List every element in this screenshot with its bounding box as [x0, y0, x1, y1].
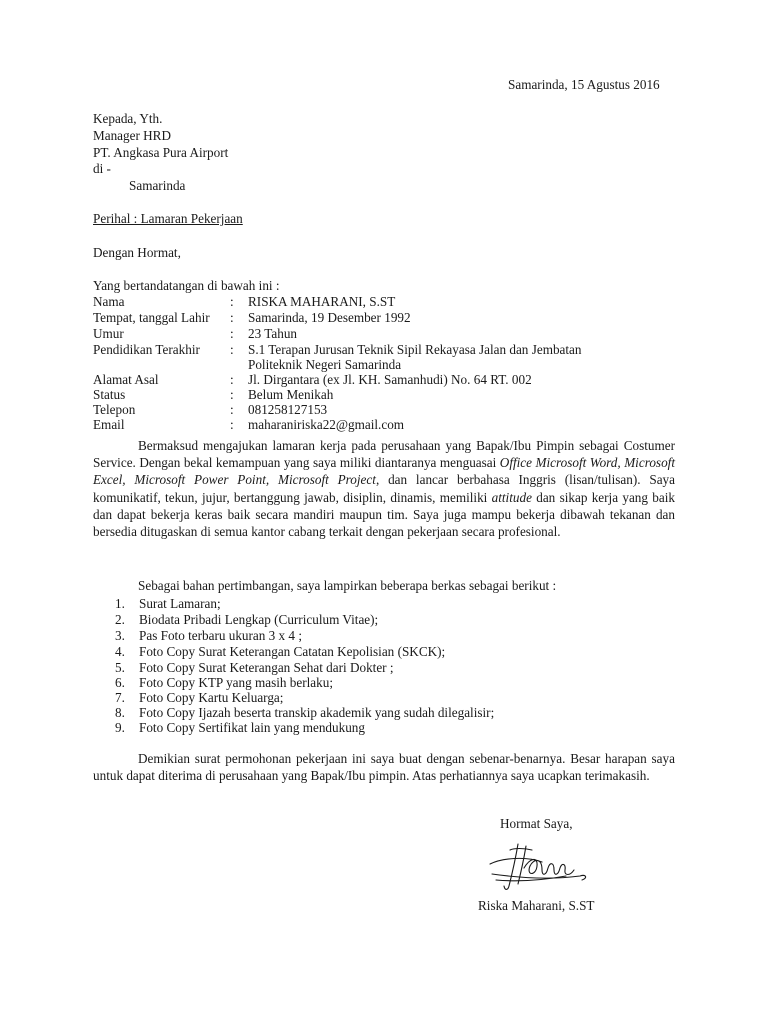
identity-colon: :: [230, 310, 234, 325]
identity-value: S.1 Terapan Jurusan Teknik Sipil Rekayasa Jalan dan Jembatan: [248, 342, 582, 357]
closing-paragraph: Demikian surat permohonan pekerjaan ini saya buat dengan sebenar-benarnya. Besar harapan saya untuk dapat diterima di perusahaan yang Bapak/Ibu pimpin. Atas perhatiannya saya ucapkan terimakasih.: [93, 751, 675, 784]
identity-value: 23 Tahun: [248, 326, 298, 341]
recipient-city: Samarinda: [129, 178, 186, 193]
identity-colon: :: [230, 342, 234, 357]
identity-value: 081258127153: [248, 402, 328, 417]
identity-colon: :: [230, 294, 234, 309]
identity-value: maharaniriska22@gmail.com: [248, 417, 405, 432]
software-list: Office Microsoft Word, Microsoft Excel, Microsoft Power Point, Microsoft Project: [93, 455, 675, 488]
attitude-term: attitude: [491, 489, 532, 505]
recipient-line: Kepada, Yth.: [93, 111, 163, 126]
identity-label: Nama: [93, 294, 125, 309]
place-date: Samarinda, 15 Agustus 2016: [508, 77, 660, 92]
signature-image: [480, 836, 592, 896]
identity-colon: :: [230, 372, 234, 387]
identity-colon: :: [230, 326, 234, 341]
identity-value: Politeknik Negeri Samarinda: [248, 357, 402, 372]
identity-colon: :: [230, 417, 234, 432]
identity-colon: :: [230, 387, 234, 402]
signer-name: Riska Maharani, S.ST: [478, 898, 595, 913]
identity-value: Belum Menikah: [248, 387, 334, 402]
identity-label: Pendidikan Terakhir: [93, 342, 200, 357]
body-paragraph: Bermaksud mengajukan lamaran kerja pada perusahaan yang Bapak/Ibu Pimpin sebagai Costumer Service. Dengan bekal kemampuan yang saya miliki diantaranya menguasai Office Microsoft Word, Microsoft Excel, Microsoft Power Point, Microsoft Project, dan lancar berbahasa Inggris (lisan/tulisan). Saya komunikatif, tekun, jujur, bertanggung jawab, disiplin, dinamis, memiliki attitude dan sikap kerja yang baik dan dapat bekerja keras baik secara mandiri maupun tim. Saya juga mampu bekerja dibawah tekanan dan bersedia ditugaskan di semua kantor cabang terkait dengan pekerjaan secara profesional.: [93, 438, 675, 540]
sign-off: Hormat Saya,: [500, 816, 573, 831]
subject-line: Perihal : Lamaran Pekerjaan: [93, 211, 243, 226]
identity-colon: :: [230, 402, 234, 417]
identity-label: Status: [93, 387, 126, 402]
greeting: Dengan Hormat,: [93, 245, 181, 260]
attachments-intro: Sebagai bahan pertimbangan, saya lampirkan beberapa berkas sebagai berikut :: [138, 578, 557, 593]
identity-label: Umur: [93, 326, 124, 341]
recipient-line: Manager HRD: [93, 128, 172, 143]
recipient-line: di -: [93, 161, 111, 176]
identity-value: Samarinda, 19 Desember 1992: [248, 310, 411, 325]
intro-line: Yang bertandatangan di bawah ini :: [93, 278, 280, 293]
identity-label: Telepon: [93, 402, 136, 417]
identity-value: Jl. Dirgantara (ex Jl. KH. Samanhudi) No. 64 RT. 002: [248, 372, 532, 387]
recipient-line: PT. Angkasa Pura Airport: [93, 145, 229, 160]
identity-label: Alamat Asal: [93, 372, 159, 387]
identity-label: Email: [93, 417, 125, 432]
identity-value: RISKA MAHARANI, S.ST: [248, 294, 396, 309]
identity-label: Tempat, tanggal Lahir: [93, 310, 210, 325]
